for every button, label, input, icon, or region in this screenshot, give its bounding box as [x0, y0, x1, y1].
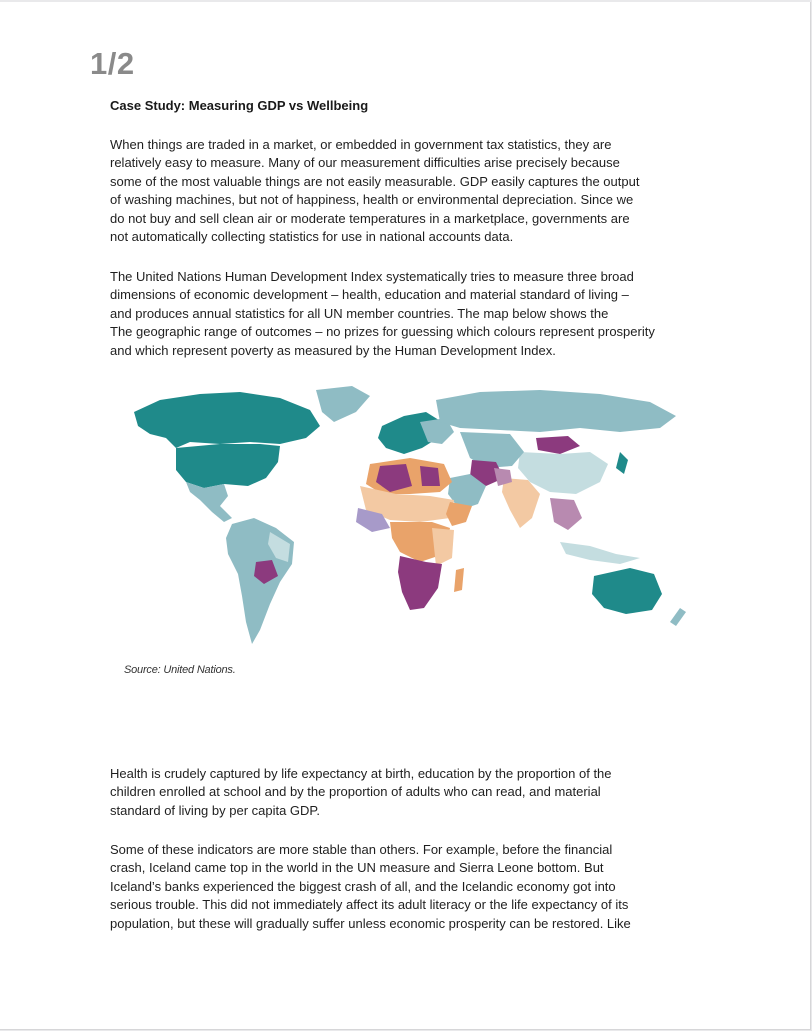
- map-mexico: [186, 482, 232, 522]
- paragraph-line: children enrolled at school and by the proportion of adults who can read, and material: [110, 784, 601, 800]
- map-australia: [592, 568, 662, 614]
- map-india: [502, 478, 540, 528]
- paragraph-line: serious trouble. This did not immediately affect its adult literacy or the life expectancy of its: [110, 897, 629, 913]
- paragraph-line: of washing machines, but not of happiness, health or environmental depreciation. Since we: [110, 192, 634, 208]
- map-southern-africa: [398, 556, 442, 610]
- map-usa: [176, 444, 280, 488]
- paragraph-line: When things are traded in a market, or embedded in government tax statistics, they are: [110, 137, 612, 152]
- paragraph-line: crash, Iceland came top in the world in the UN measure and Sierra Leone bottom. But: [110, 860, 604, 876]
- paragraph-line: Health is crudely captured by life expectancy at birth, education by the proportion of the: [110, 766, 612, 781]
- map-mongolia: [536, 436, 580, 454]
- map-new-zealand: [670, 608, 686, 626]
- map-canada: [134, 392, 320, 448]
- map-greenland: [316, 386, 370, 422]
- case-study-title: Case Study: Measuring GDP vs Wellbeing: [110, 98, 369, 113]
- paragraph-line: The United Nations Human Development Index systematically tries to measure three broad: [110, 269, 634, 284]
- paragraph-line: The geographic range of outcomes – no prizes for guessing which colours represent prosperity: [110, 324, 655, 340]
- paragraph-line: some of the most valuable things are not easily measurable. GDP easily captures the output: [110, 173, 640, 189]
- map-japan: [616, 452, 628, 474]
- map-east-africa: [432, 528, 454, 566]
- paragraph-line: and produces annual statistics for all UN member countries. The map below shows the: [110, 305, 609, 321]
- paragraph-4: [110, 841, 720, 933]
- paragraph-line: population, but these will gradually suffer unless economic prosperity can be restored. Like: [110, 915, 631, 931]
- page-number: 1/2: [90, 46, 135, 81]
- world-hdi-map: [120, 382, 700, 652]
- map-indonesia: [560, 542, 640, 564]
- map-horn: [446, 502, 472, 526]
- paragraph-line: and which represent poverty as measured by the Human Development Index.: [110, 342, 556, 358]
- paragraph-line: do not buy and sell clean air or moderate temperatures in a marketplace, governments are: [110, 210, 630, 226]
- map-source-caption: Source: United Nations.: [124, 664, 236, 676]
- document-page: [0, 2, 811, 1030]
- paragraph-line: standard of living by per capita GDP.: [110, 802, 321, 818]
- paragraph-line: relatively easy to measure. Many of our measurement difficulties arise precisely because: [110, 155, 620, 171]
- paragraph-2: [110, 268, 720, 360]
- paragraph-line: dimensions of economic development – health, education and material standard of living –: [110, 287, 629, 303]
- paragraph-line: not automatically collecting statistics for use in national accounts data.: [110, 229, 514, 245]
- map-south-america: [226, 518, 294, 644]
- paragraph-1: [110, 136, 720, 246]
- map-libya: [420, 466, 440, 486]
- map-se-asia: [550, 498, 582, 530]
- paragraph-3: [110, 765, 720, 820]
- map-madagascar: [454, 568, 464, 592]
- map-russia: [436, 390, 676, 432]
- paragraph-line: Some of these indicators are more stable than others. For example, before the financial: [110, 842, 613, 857]
- paragraph-line: Iceland’s banks experienced the biggest crash of all, and the Icelandic economy got into: [110, 878, 616, 894]
